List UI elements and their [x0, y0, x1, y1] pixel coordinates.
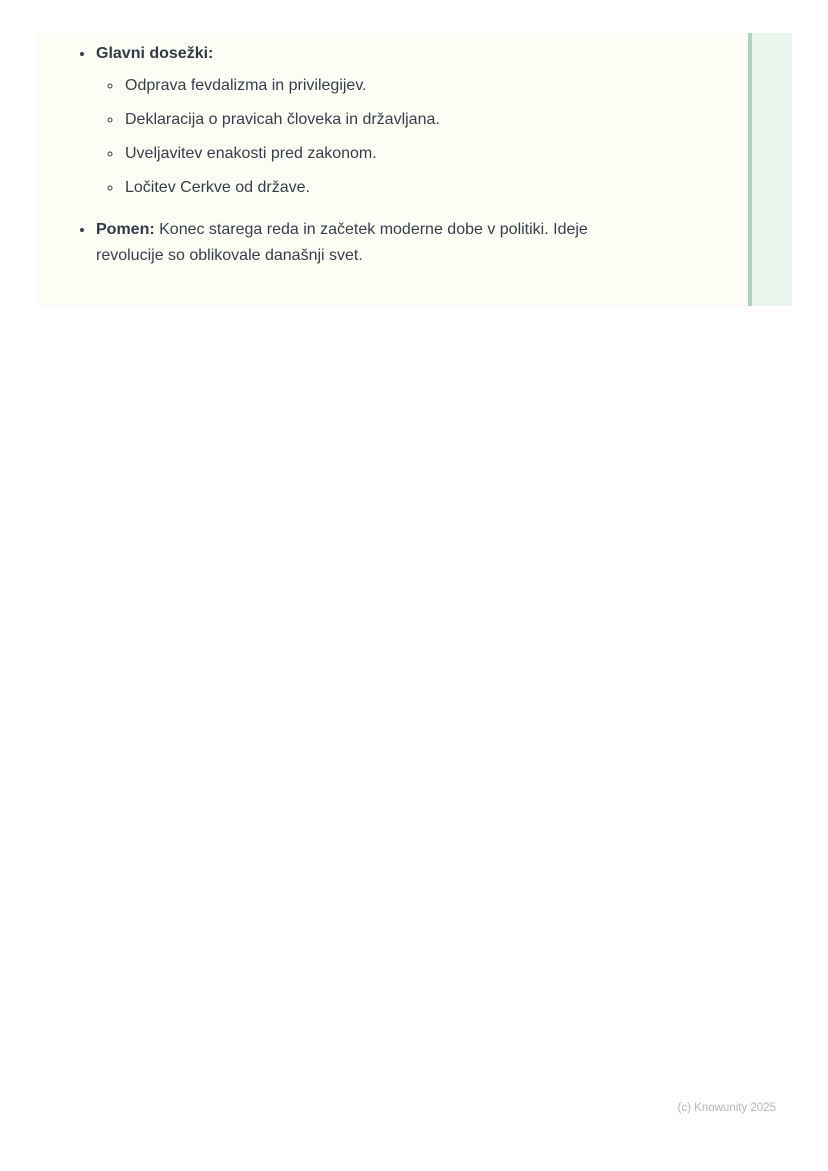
green-accent-bar — [748, 33, 792, 306]
main-bullet-list — [74, 41, 732, 269]
sub-list-item: ◦ Uveljavitev enakosti pred zakonom. — [123, 141, 732, 167]
achievements-label: Glavni dosežki: — [96, 45, 214, 62]
achievements-sub-list — [96, 73, 732, 201]
list-item-meaning — [95, 217, 611, 269]
card-body — [74, 41, 732, 269]
meaning-label: Pomen: — [96, 221, 155, 238]
list-item-achievements — [95, 41, 732, 201]
sub-list-item: ◦ Odprava fevdalizma in privilegijev. — [123, 73, 732, 99]
content-card — [36, 33, 792, 306]
sub-list-item: ◦ Ločitev Cerkve od države. — [123, 175, 732, 201]
meaning-text: Konec starega reda in začetek moderne dobe v politiki. Ideje revolucije so oblikovale današnji svet. — [96, 221, 588, 264]
sub-list-item: ◦ Deklaracija o pravicah človeka in državljana. — [123, 107, 732, 133]
copyright-notice: (c) Knowunity 2025 — [677, 1102, 776, 1114]
